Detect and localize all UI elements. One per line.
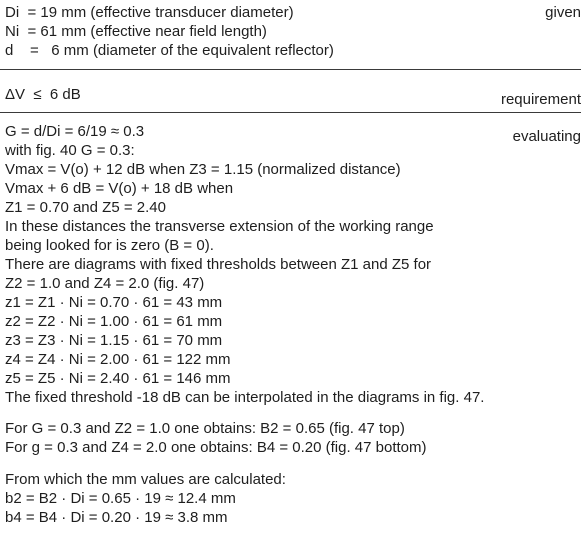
eval-line-2: with fig. 40 G = 0.3: (5, 142, 135, 159)
eval-line-z5: z5 = Z5 · Ni = 2.40 · 61 = 146 mm (5, 370, 231, 387)
divider-given (0, 69, 581, 70)
eval-line-3: Vmax = V(o) + 12 dB when Z3 = 1.15 (normalized distance) (5, 161, 401, 178)
obtains-line-1: For G = 0.3 and Z2 = 1.0 one obtains: B2 = 0.65 (fig. 47 top) (5, 420, 405, 437)
given-line-reflector: d = 6 mm (diameter of the equivalent reflector) (5, 42, 334, 59)
calc-line-intro: From which the mm values are calculated: (5, 471, 286, 488)
eval-line-7: being looked for is zero (B = 0). (5, 237, 214, 254)
eval-line-z4: z4 = Z4 · Ni = 2.00 · 61 = 122 mm (5, 351, 231, 368)
divider-requirement (0, 112, 581, 113)
given-line-near-field: Ni = 61 mm (effective near field length) (5, 23, 267, 40)
requirement-text: ΔV ≤ 6 dB (5, 86, 81, 103)
eval-line-threshold: The fixed threshold -18 dB can be interpolated in the diagrams in fig. 47. (5, 389, 485, 406)
given-line-diameter: Di = 19 mm (effective transducer diameter) (5, 4, 294, 21)
eval-line-5: Z1 = 0.70 and Z5 = 2.40 (5, 199, 166, 216)
eval-line-z3: z3 = Z3 · Ni = 1.15 · 61 = 70 mm (5, 332, 223, 349)
eval-line-4: Vmax + 6 dB = V(o) + 18 dB when (5, 180, 234, 197)
eval-line-z2: z2 = Z2 · Ni = 1.00 · 61 = 61 mm (5, 313, 223, 330)
requirement-tag: requirement (500, 91, 581, 108)
given-tag: given (545, 4, 581, 21)
eval-line-9: Z2 = 1.0 and Z4 = 2.0 (fig. 47) (5, 275, 205, 292)
evaluating-tag: evaluating (512, 128, 581, 145)
eval-line-8: There are diagrams with fixed thresholds between Z1 and Z5 for (5, 256, 432, 273)
obtains-line-2: For g = 0.3 and Z4 = 2.0 one obtains: B4 = 0.20 (fig. 47 bottom) (5, 439, 427, 456)
calc-line-b2: b2 = B2 · Di = 0.65 · 19 ≈ 12.4 mm (5, 490, 236, 507)
eval-line-6: In these distances the transverse extension of the working range (5, 218, 434, 235)
eval-line-1: G = d/Di = 6/19 ≈ 0.3 (5, 123, 145, 140)
calc-line-b4: b4 = B4 · Di = 0.20 · 19 ≈ 3.8 mm (5, 509, 228, 526)
eval-line-z1: z1 = Z1 · Ni = 0.70 · 61 = 43 mm (5, 294, 223, 311)
